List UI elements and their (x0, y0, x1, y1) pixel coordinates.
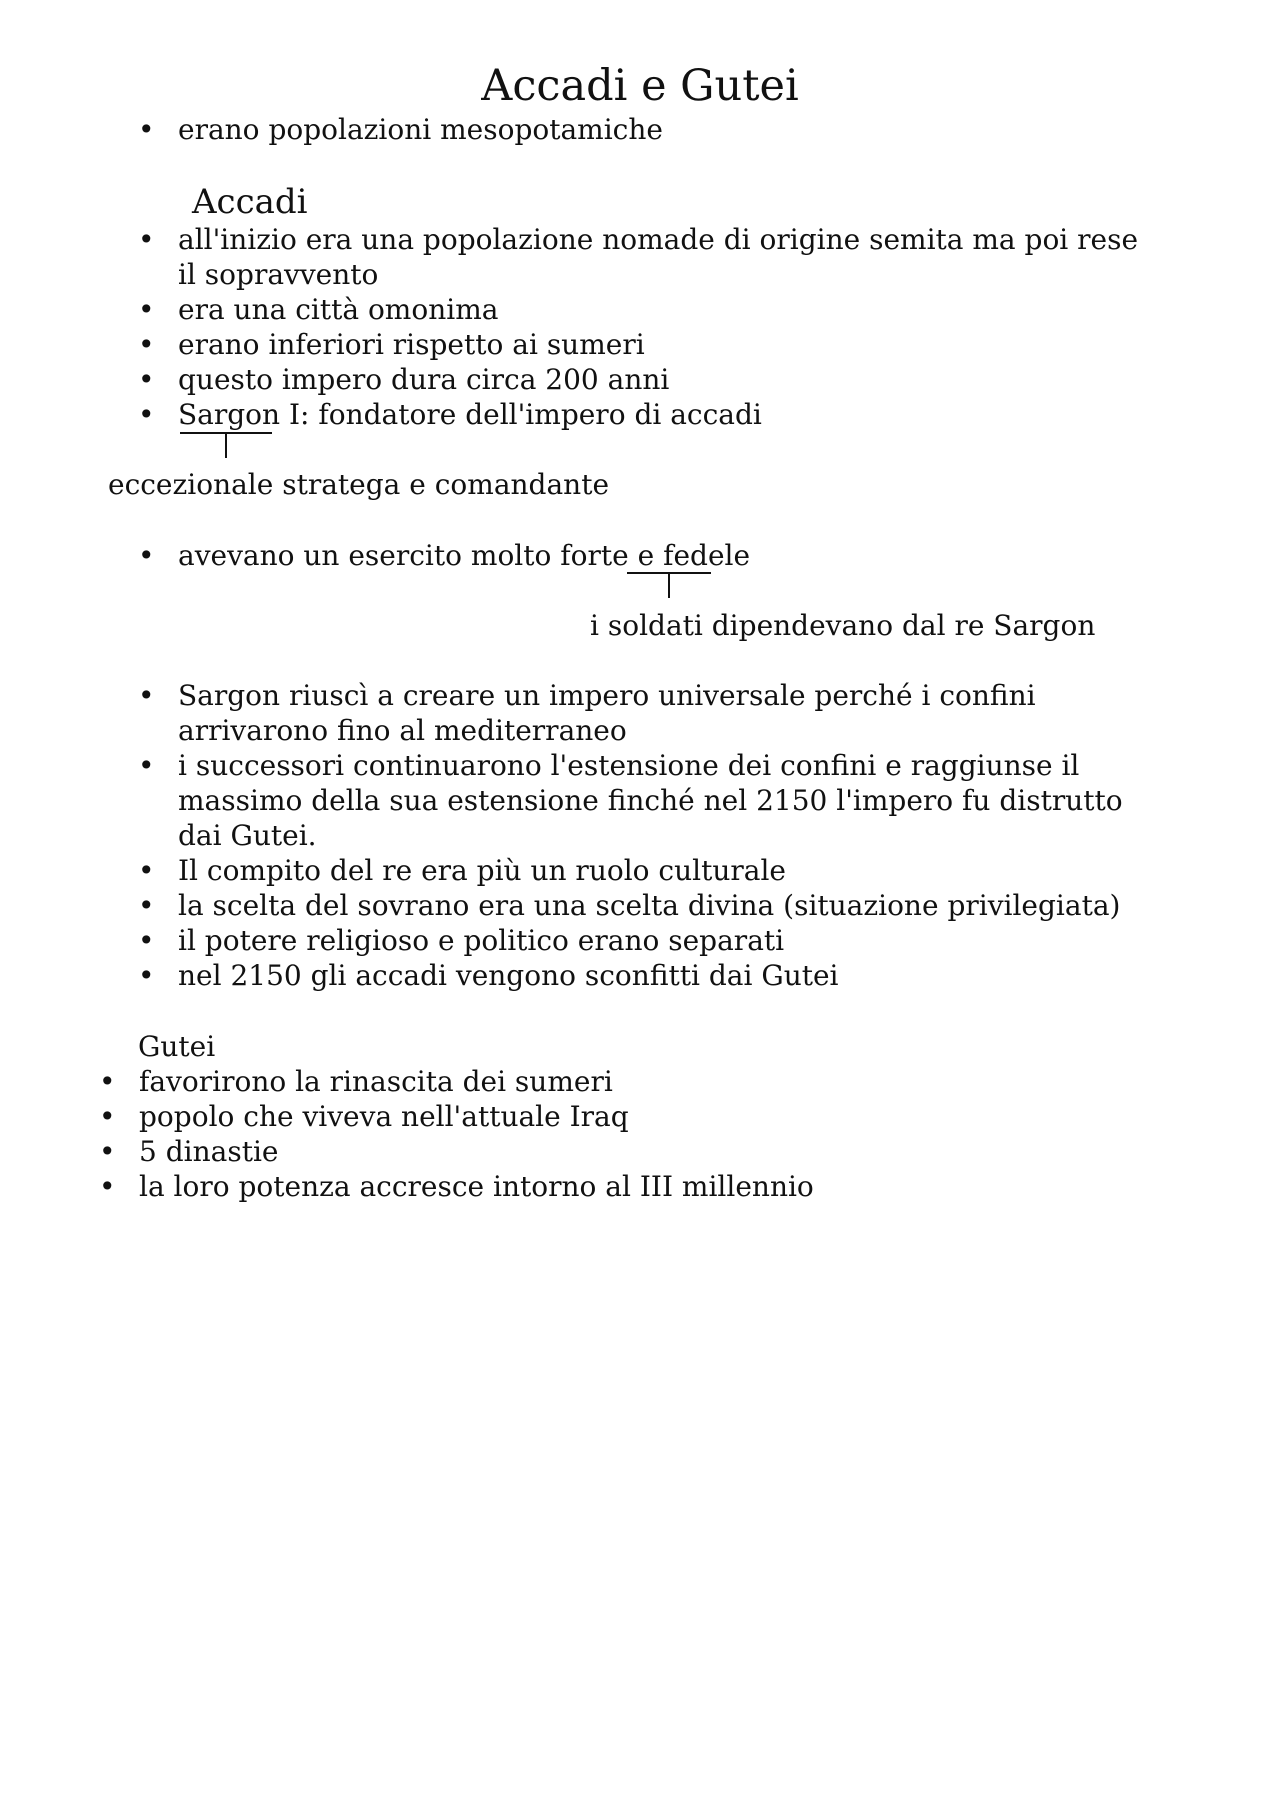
list-item: • la loro potenza accresce intorno al III millennio (139, 1169, 814, 1204)
list-item: • i successori continuarono l'estensione dei confini e raggiunse il (178, 748, 1123, 783)
list-item-continuation: massimo della sua estensione finché nel 2150 l'impero fu distrutto (178, 784, 1123, 817)
sargon-note: eccezionale stratega e comandante (108, 468, 610, 501)
list-item: • popolo che viveva nell'attuale Iraq (139, 1099, 814, 1134)
list-item: • favorirono la rinascita dei sumeri (139, 1064, 814, 1099)
list-item: • la scelta del sovrano era una scelta divina (situazione privilegiata) (178, 888, 1123, 923)
esercito-underlined: rte e f (587, 539, 674, 572)
sargon-bracket (180, 432, 272, 434)
section-heading-accadi: Accadi (192, 182, 308, 222)
list-item-continuation: arrivarono fino al mediterraneo (178, 714, 627, 747)
list-item: • Il compito del re era più un ruolo culturale (178, 853, 1123, 888)
list-item: • il potere religioso e politico erano separati (178, 923, 1123, 958)
list-item-esercito: • avevano un esercito molto forte e fedele (178, 538, 750, 573)
list-item: • questo impero dura circa 200 anni (178, 362, 1138, 397)
list-item: • all'inizio era una popolazione nomade di origine semita ma poi rese (178, 222, 1138, 257)
page-title: Accadi e Gutei (481, 61, 799, 111)
sargon-underlined: Sargon (178, 398, 281, 431)
list-item-continuation: dai Gutei. (178, 819, 317, 852)
accadi-list (178, 222, 1138, 432)
sargon-rest: I: fondatore dell'impero di accadi (280, 398, 762, 431)
list-item-sargon (178, 397, 1138, 432)
list-item: • Sargon riuscì a creare un impero universale perché i confini (178, 678, 1123, 713)
list-item: • 5 dinastie (139, 1134, 814, 1169)
list-item-continuation: il sopravvento (178, 258, 379, 291)
list-item: • nel 2150 gli accadi vengono sconfitti dai Gutei (178, 958, 1123, 993)
intro-list (178, 112, 663, 147)
accadi-list-2 (178, 678, 1123, 993)
esercito-note: i soldati dipendevano dal re Sargon (590, 609, 1096, 642)
list-item: • era una città omonima (178, 292, 1138, 327)
gutei-list (139, 1064, 814, 1204)
list-item: • erano popolazioni mesopotamiche (178, 112, 663, 147)
esercito-bracket (627, 572, 711, 574)
section-heading-gutei: Gutei (138, 1030, 216, 1063)
list-item: • erano inferiori rispetto ai sumeri (178, 327, 1138, 362)
esercito-list (178, 538, 750, 573)
